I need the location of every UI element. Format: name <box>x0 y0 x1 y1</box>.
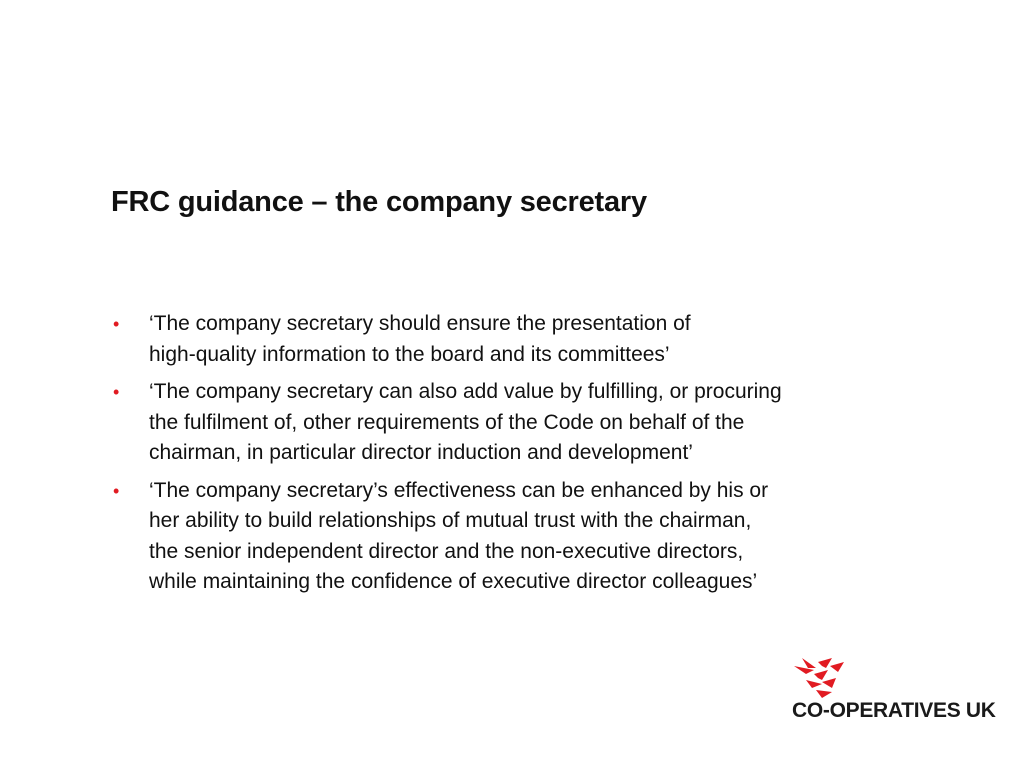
bullet-text-line: high-quality information to the board and its committees’ <box>149 342 670 366</box>
bullet-list <box>111 309 941 605</box>
bullet-marker: • <box>113 480 120 501</box>
bullet-item <box>111 309 941 370</box>
bullet-text-line: ‘The company secretary’s effectiveness can be enhanced by his or <box>149 478 769 502</box>
bullet-text-line: her ability to build relationships of mutual trust with the chairman, <box>149 509 752 532</box>
bullet-marker: • <box>113 314 120 334</box>
bullet-text-line: the fulfilment of, other requirements of the Code on behalf of the <box>149 410 745 434</box>
bullet-text-line: ‘The company secretary should ensure the presentation of <box>149 312 691 335</box>
bullet-text-line: chairman, in particular director induction and development’ <box>149 441 693 464</box>
bullet-text-line: while maintaining the confidence of executive director colleagues’ <box>149 570 758 593</box>
slide-title: FRC guidance – the company secretary <box>111 186 647 218</box>
bullet-marker: • <box>113 382 120 402</box>
bullet-text-line: ‘The company secretary can also add value by fulfilling, or procuring <box>149 380 782 403</box>
logo-birds <box>794 658 844 698</box>
co-operatives-uk-birds-logo-icon <box>792 656 852 702</box>
bullet-item <box>111 476 941 598</box>
bullet-text-line: the senior independent director and the non-executive directors, <box>149 539 744 563</box>
logo-text: CO-OPERATIVES UK <box>792 699 996 722</box>
bullet-item <box>111 377 941 469</box>
co-operatives-uk-logo <box>792 656 996 726</box>
